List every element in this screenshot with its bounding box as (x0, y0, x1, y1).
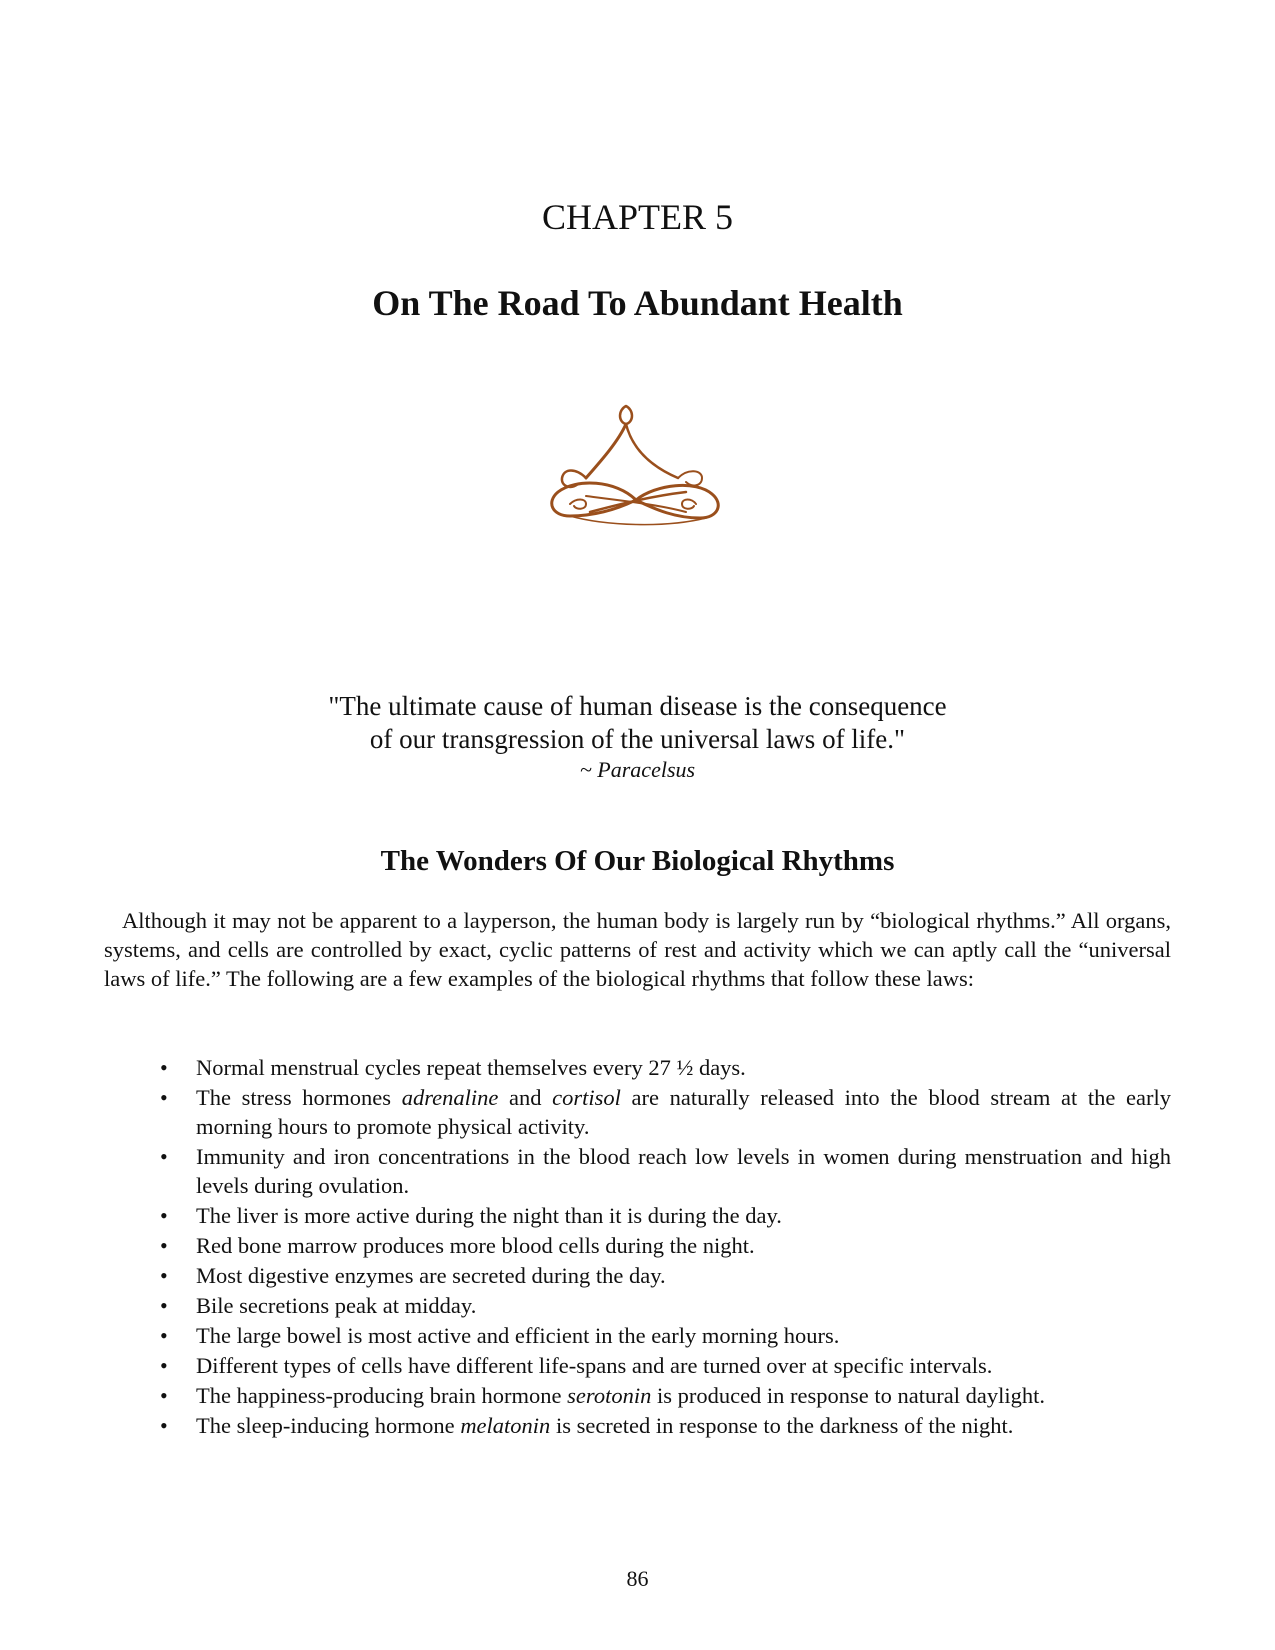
page-number: 86 (626, 1566, 649, 1591)
epigraph-line: of our transgression of the universal laws of life." (369, 724, 906, 754)
list-item: • Bile secretions peak at midday. (196, 1291, 1171, 1320)
chapter-title: On The Road To Abundant Health (372, 283, 903, 323)
section-heading: The Wonders Of Our Biological Rhythms (380, 845, 895, 877)
list-item: • Most digestive enzymes are secreted during the day. (196, 1261, 1171, 1290)
list-item: • Immunity and iron concentrations in the blood reach low levels in women during menstruation and high levels during ovulation. (196, 1142, 1171, 1200)
list-item: • The stress hormones adrenaline and cortisol are naturally released into the blood stream at the early morning hours to promote physical activity. (196, 1083, 1171, 1141)
flourish-ornament-icon (546, 400, 726, 535)
epigraph (0, 690, 1275, 784)
list-item: • The large bowel is most active and efficient in the early morning hours. (196, 1321, 1171, 1350)
facts-list (196, 1053, 1171, 1441)
list-item: • Different types of cells have different life-spans and are turned over at specific intervals. (196, 1351, 1171, 1380)
list-item: • Red bone marrow produces more blood cells during the night. (196, 1231, 1171, 1260)
chapter-number: CHAPTER 5 (541, 197, 734, 237)
epigraph-attribution: ~ Paracelsus (579, 757, 696, 782)
list-item: • Normal menstrual cycles repeat themselves every 27 ½ days. (196, 1053, 1171, 1082)
list-item: • The happiness-producing brain hormone serotonin is produced in response to natural daylight. (196, 1381, 1171, 1410)
epigraph-line: "The ultimate cause of human disease is the consequence (328, 691, 947, 721)
intro-paragraph: Although it may not be apparent to a layperson, the human body is largely run by “biological rhythms.” All organs, systems, and cells are controlled by exact, cyclic patterns of rest and activity which we can aptly call the “universal laws of life.” The following are a few examples of the biological rhythms that follow these laws: (104, 908, 1171, 991)
list-item: • The sleep-inducing hormone melatonin is secreted in response to the darkness of the night. (196, 1411, 1171, 1440)
list-item: • The liver is more active during the night than it is during the day. (196, 1201, 1171, 1230)
